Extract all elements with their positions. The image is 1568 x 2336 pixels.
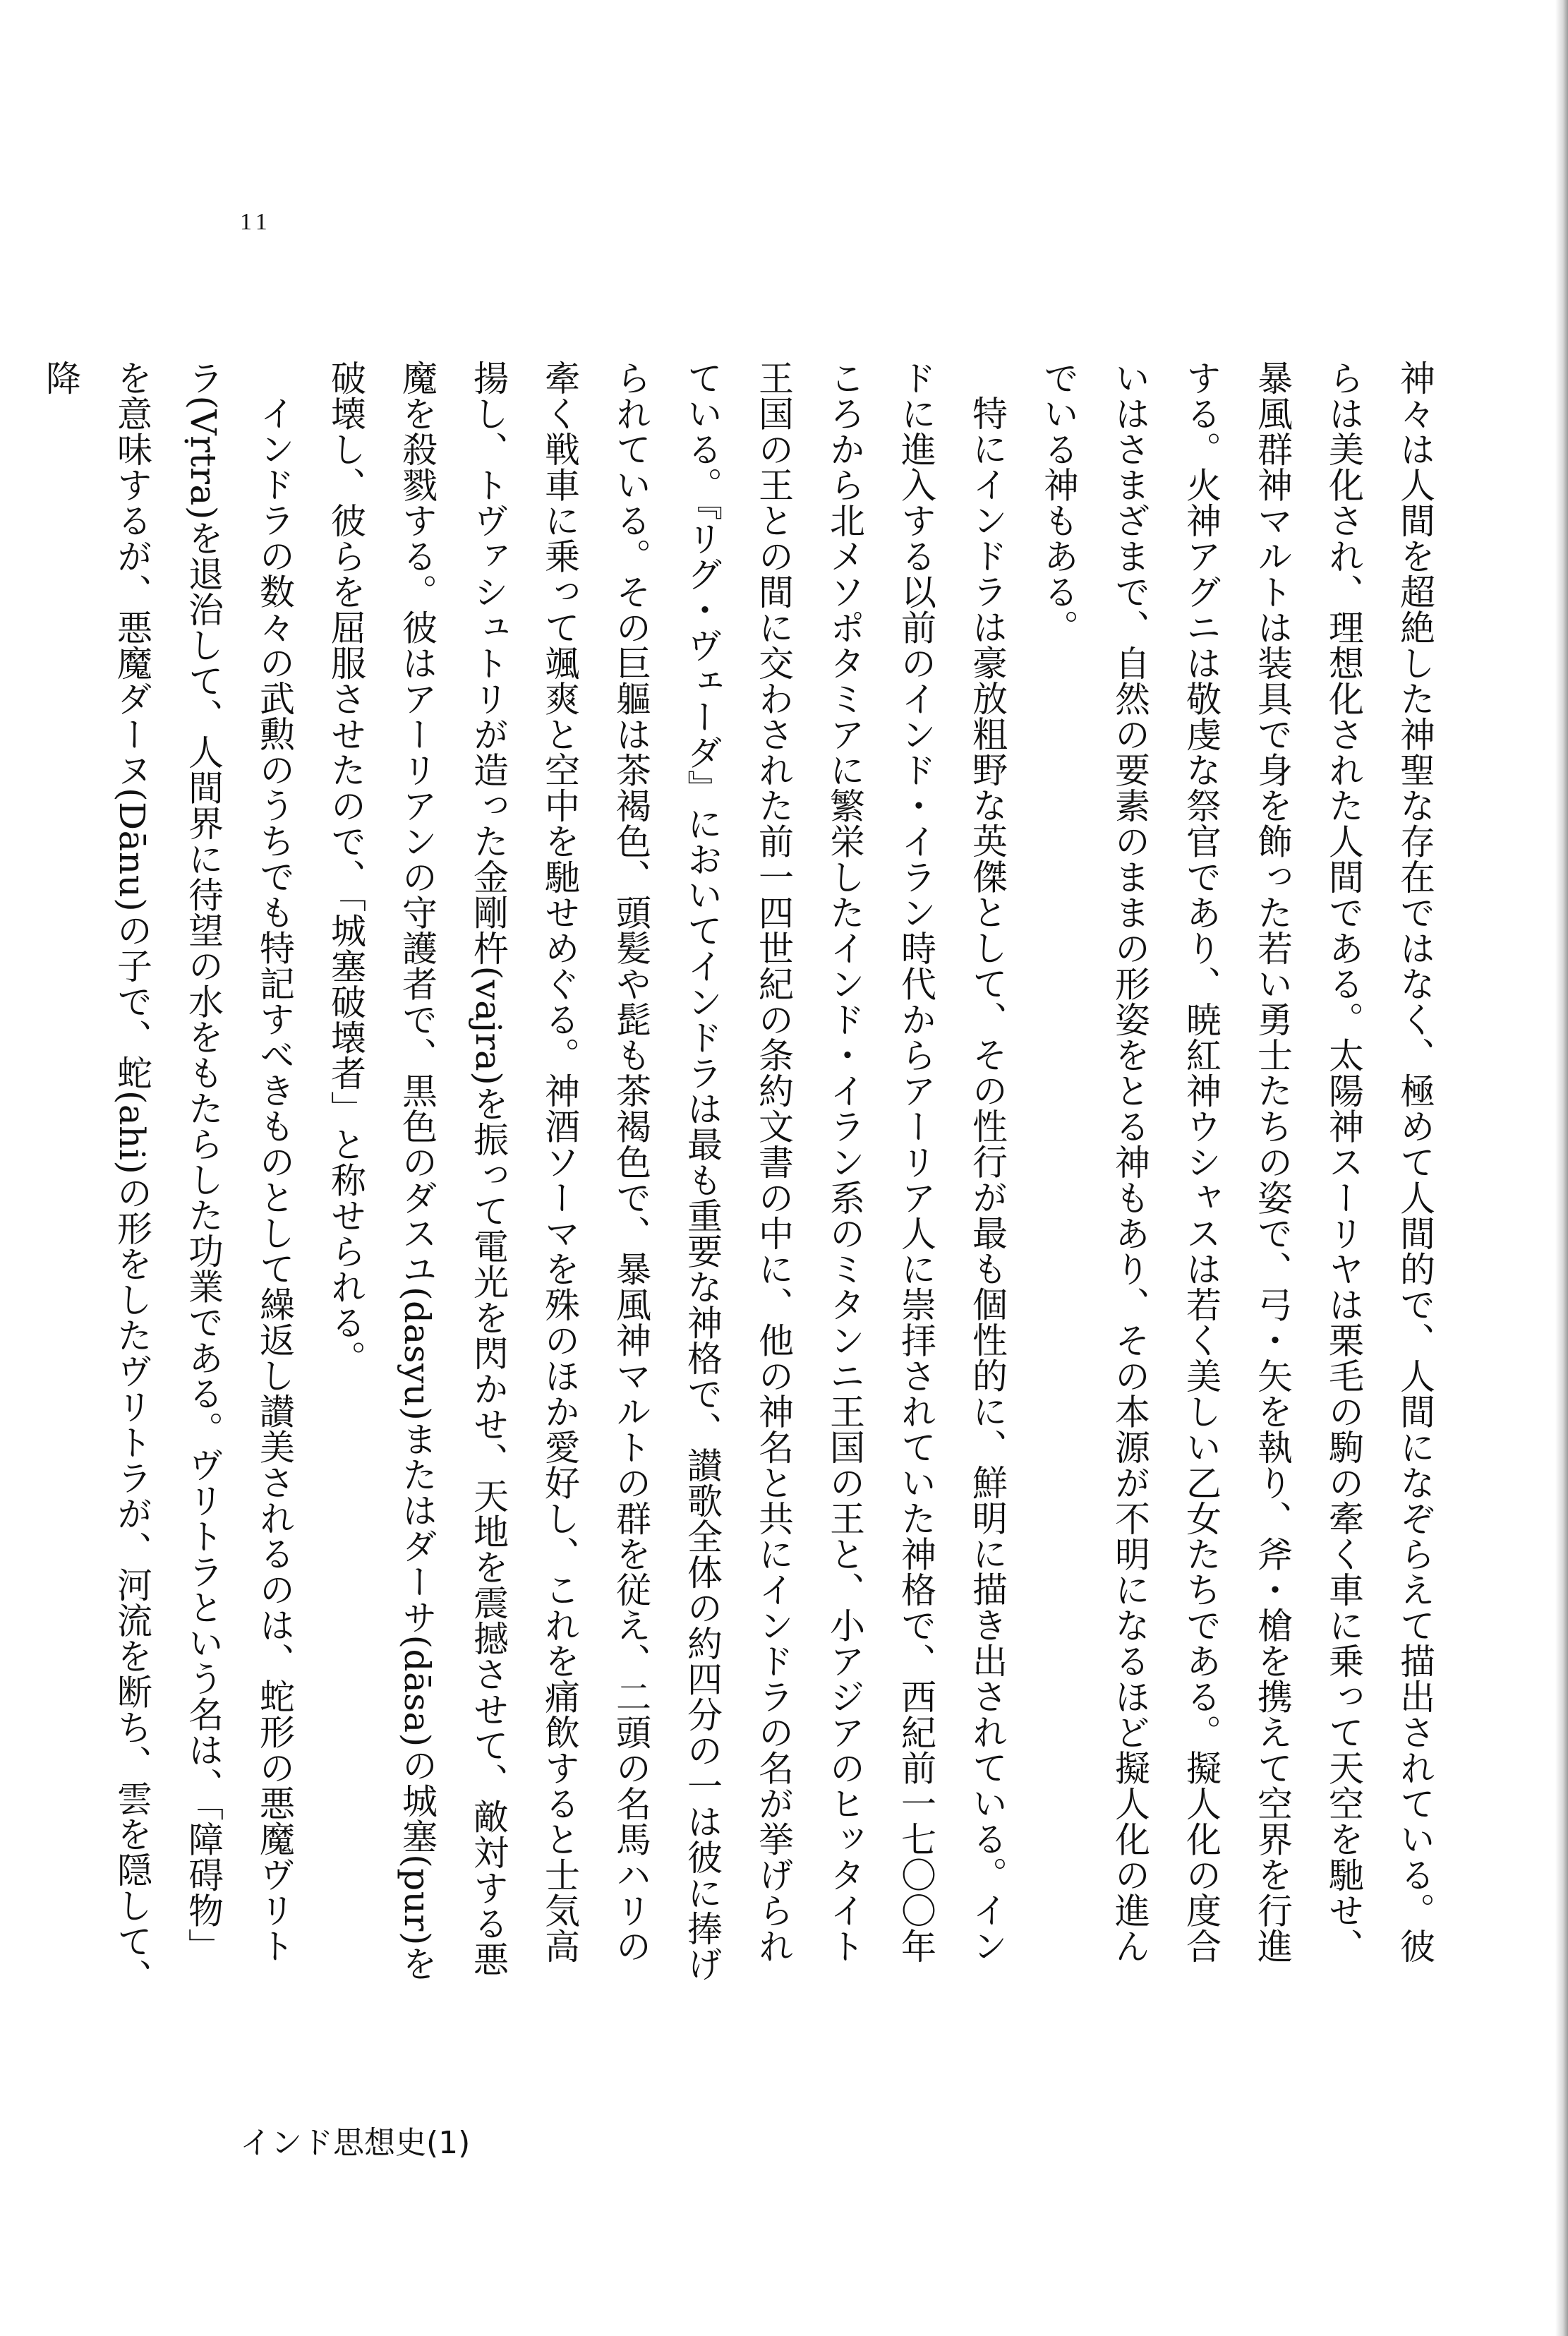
paragraph: 神々は人間を超絶した神聖な存在ではなく、極めて人間的で、人間になぞらえて描出されている。彼らは美化され、理想化された人間である。太陽神スーリヤは栗毛の駒の牽く車に乗って天空を馳せ、暴風群神マルトは装具で身を飾った若い勇士たちの姿で、弓・矢を執り、斧・槍を携えて空界を行進する。火神アグニは敬虔な祭官であり、暁紅神ウシャスは若く美しい乙女たちである。擬人化の度合いはさまざまで、自然の要素のままの形姿をとる神もあり、その本源が不明になるほど擬人化の進んでいる神もある。 <box>1038 360 1435 1964</box>
scan-edge-shadow <box>1555 0 1568 2336</box>
paragraph: インドラの数々の武勲のうちでも特記すべきものとして繰返し讃美されるのは、蛇形の悪魔ヴリトラ(Vṛtra)を退治して、人間界に待望の水をもたらした功業である。ヴリトラという名は、「障碍物」を意味するが、悪魔ダーヌ(Dānu)の子で、蛇(ahi)の形をしたヴリトラが、河流を断ち、雲を隠して、降 <box>40 360 295 1994</box>
page-number: 11 <box>240 209 272 235</box>
running-title: インド思想史(1) <box>240 2125 471 2161</box>
body-text <box>40 360 1450 1997</box>
paragraph: 特にインドラは豪放粗野な英傑として、その性行が最も個性的に、鮮明に描き出されている。インドに進入する以前のインド・イラン時代からアーリア人に崇拝されていた神格で、西紀前一七〇〇年ころから北メソポタミアに繁栄したインド・イラン系のミタンニ王国の王と、小アジアのヒッタイト王国の王との間に交わされた前一四世紀の条約文書の中に、他の神名と共にインドラの名が挙げられている。『リグ・ヴェーダ』においてインドラは最も重要な神格で、讃歌全体の約四分の一は彼に捧げられている。その巨軀は茶褐色、頭髪や髭も茶褐色で、暴風神マルトの群を従え、二頭の名馬ハリの牽く戦車に乗って颯爽と空中を馳せめぐる。神酒ソーマを殊のほか愛好し、これを痛飲すると士気高揚し、トヴァシュトリが造った金剛杵(vajra)を振って電光を閃かせ、天地を震撼させて、敵対する悪魔を殺戮する。彼はアーリアンの守護者で、黒色のダスユ(dasyu)またはダーサ(dāsa)の城塞(pur)を破壊し、彼らを屈服させたので、「城塞破壊者」と称せられる。 <box>325 360 1008 1982</box>
